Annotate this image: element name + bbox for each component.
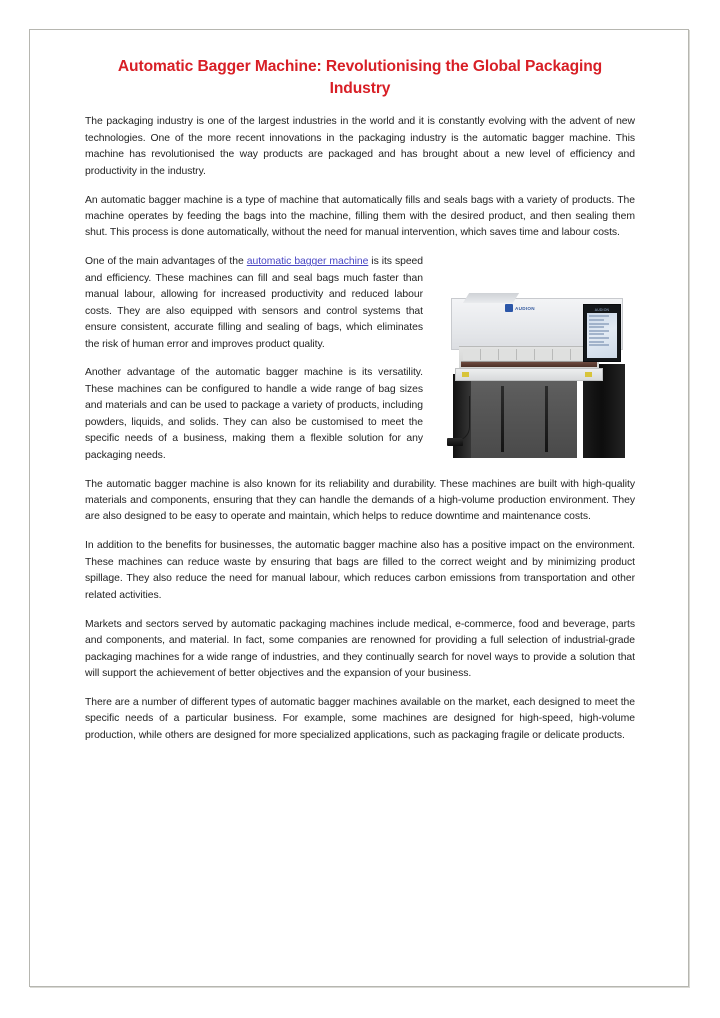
warning-marker-left-icon	[462, 372, 469, 377]
machine-touchscreen-panel	[583, 304, 621, 362]
machine-sealing-jaw	[459, 346, 599, 369]
paragraph-types: There are a number of different types of automatic bagger machines available on the market, each designed to meet the specific needs of a particular business. For example, some machines are designed for high-speed, high-volume production, while others are designed for more specialized applications, such as packaging fragile or delicate products.	[85, 696, 635, 741]
machine-cabinet	[471, 380, 577, 458]
machine-top-bevel	[463, 293, 519, 303]
paragraph-reliability: The automatic bagger machine is also known for its reliability and durability. These machines are built with high-quality materials and components, ensuring that they can handle the demands of a high-volume production environment. They are also designed to be easy to operate and maintain, which helps to reduce downtime and maintenance costs.	[85, 478, 635, 523]
cabinet-rod-right	[545, 386, 548, 452]
paragraph-text-after-link: is its speed and efficiency. These machines can fill and seal bags much faster than manual labour, allowing for increased productivity and reduced labour costs. They are also equipped with sensors and control systems that ensure consistent, accurate filling and sealing of bags, which eliminates the risk of human error and improves product quality.	[85, 256, 424, 350]
bagger-machine-illustration	[447, 288, 627, 458]
warning-marker-right-icon	[585, 372, 592, 377]
screen-line	[589, 326, 604, 328]
brand-logo-label: AUDION	[515, 305, 535, 311]
machine-brand-logo	[505, 304, 535, 312]
paragraph-text-before-link: One of the main advantages of the	[85, 256, 247, 268]
paragraph-environment: In addition to the benefits for businesses, the automatic bagger machine also has a positive impact on the environment. These machines can reduce waste by ensuring that bags are filled to the correct weight and by minimizing product spillage. They also reduce the need for manual labour, which reduces carbon emissions from transportation and other related activities.	[85, 540, 635, 601]
pedal-cable	[455, 396, 470, 441]
touchscreen-brand-label: AUDION	[594, 308, 610, 313]
screen-line	[589, 344, 609, 346]
automatic-bagger-machine-link[interactable]: automatic bagger machine	[246, 256, 369, 268]
jaw-slot-pattern	[463, 349, 595, 360]
cabinet-rod-left	[501, 386, 504, 452]
paragraph-markets: Markets and sectors served by automatic packaging machines include medical, e-commerce, food and beverage, parts and components, and material. In fact, some companies are renowned for providing a full selection of industrial-grade packaging machines for a wide range of industries, and they continually search for novel ways to provide a solution that will support the achievement of better objectives and the expansion of your business.	[85, 618, 635, 679]
screen-line	[589, 341, 604, 343]
document-content	[85, 56, 635, 757]
page-title: Automatic Bagger Machine: Revolutionising the Global Packaging Industry	[117, 58, 603, 98]
touchscreen-display	[587, 313, 617, 358]
screen-line	[589, 330, 609, 332]
screen-line	[589, 337, 609, 339]
screen-line	[589, 315, 609, 317]
document-page	[29, 29, 689, 987]
paragraph-definition: An automatic bagger machine is a type of machine that automatically fills and seals bags with a variety of products. The machine operates by feeding the bags into the machine, filling them with the desired product, and then sealing them shut. This process is done automatically, without the need for manual intervention, which saves time and labour costs.	[85, 194, 635, 239]
paragraph-advantages-versatility: Another advantage of the automatic bagger machine is its versatility. These machines can be configured to handle a wide range of bag sizes and materials and can be used to package a variety of products, including powders, liquids, and solids. They can also be customised to meet the specific needs of a business, making them a flexible solution for any packaging needs.	[85, 367, 423, 461]
product-photo	[439, 258, 635, 463]
foot-pedal	[447, 438, 463, 446]
machine-front-shelf	[455, 368, 603, 381]
seal-bar	[461, 361, 597, 367]
screen-line	[589, 319, 604, 321]
screen-line	[589, 323, 609, 325]
screen-line	[589, 333, 604, 335]
paragraph-intro: The packaging industry is one of the largest industries in the world and it is constantly evolving with the advent of new technologies. One of the more recent innovations in the packaging industry is the automatic bagger machine. This machine has revolutionised the way products are packaged and has brought about a new level of efficiency and productivity in the industry.	[85, 116, 635, 177]
brand-mark-icon	[505, 304, 513, 312]
